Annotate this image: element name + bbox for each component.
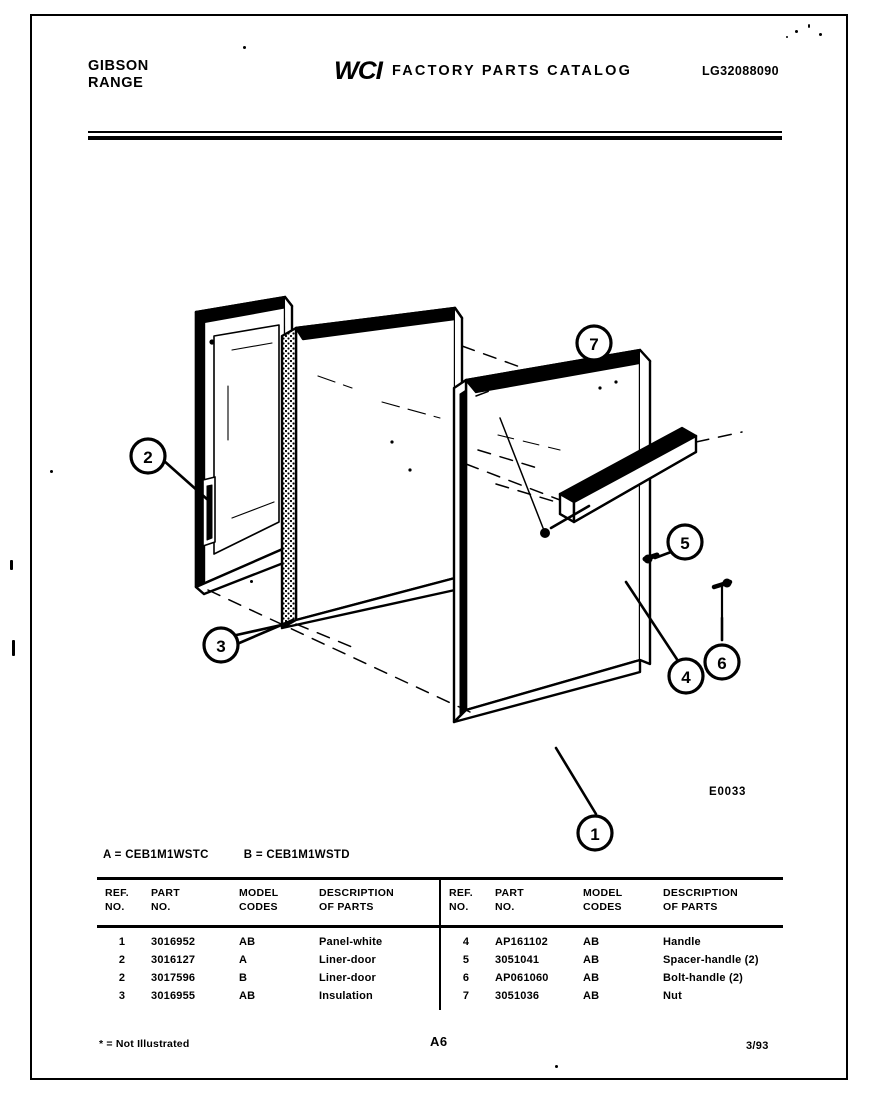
cell-model-codes: AB: [583, 990, 600, 1002]
catalog-number: LG32088090: [702, 64, 779, 78]
callout-6: [705, 645, 739, 679]
cell-part-no: 3017596: [151, 972, 196, 984]
model-code-key: [103, 849, 350, 861]
cell-description: Insulation: [319, 990, 373, 1002]
figure-code: E0033: [709, 786, 747, 798]
cell-description: Panel-white: [319, 936, 383, 948]
cell-model-codes: A: [239, 954, 248, 966]
model-a-label: A =: [103, 849, 122, 861]
cell-description: Liner-door: [319, 972, 376, 984]
cell-description: Handle: [663, 936, 701, 948]
column-header-ref-no: REF. NO.: [449, 887, 473, 913]
cell-part-no: 3051041: [495, 954, 540, 966]
page-header: [0, 0, 880, 130]
exploded-parts-diagram: [0, 150, 880, 844]
callout-7: [577, 326, 611, 360]
cell-model-codes: B: [239, 972, 248, 984]
column-header-model-codes: MODEL CODES: [239, 887, 279, 913]
page-number: A6: [430, 1034, 448, 1049]
model-b-label: B =: [243, 849, 263, 861]
cell-ref-no: 1: [118, 936, 126, 948]
cell-ref-no: 5: [462, 954, 470, 966]
wci-logo: WCI: [334, 57, 382, 85]
parts-table-right: [441, 877, 783, 1010]
brand-line-2: RANGE: [88, 75, 144, 91]
callout-1: [578, 816, 612, 850]
cell-part-no: AP061060: [495, 972, 549, 984]
cell-model-codes: AB: [583, 936, 600, 948]
column-header-ref-no: REF. NO.: [105, 887, 129, 913]
cell-part-no: AP161102: [495, 936, 548, 948]
revision-date: 3/93: [746, 1040, 769, 1052]
svg-text:5: 5: [680, 534, 690, 553]
cell-ref-no: 2: [118, 954, 126, 966]
parts-table: [97, 877, 783, 1017]
parts-table-left: [97, 877, 439, 1010]
svg-text:2: 2: [143, 448, 153, 467]
cell-model-codes: AB: [583, 954, 600, 966]
cell-part-no: 3016952: [151, 936, 196, 948]
cell-model-codes: AB: [239, 990, 256, 1002]
cell-ref-no: 4: [462, 936, 470, 948]
column-header-description: DESCRIPTION OF PARTS: [319, 887, 395, 913]
column-header-part-no: PART NO.: [495, 887, 525, 913]
callout-2: [131, 439, 165, 473]
column-header-model-codes: MODEL CODES: [583, 887, 623, 913]
cell-description: Liner-door: [319, 954, 376, 966]
cell-model-codes: AB: [583, 972, 600, 984]
footnote-not-illustrated: * = Not Illustrated: [99, 1038, 190, 1050]
catalog-title: FACTORY PARTS CATALOG: [392, 63, 633, 79]
svg-text:7: 7: [589, 335, 599, 354]
brand-line-1: GIBSON: [88, 58, 149, 74]
cell-description: Spacer-handle (2): [663, 954, 759, 966]
cell-description: Nut: [663, 990, 682, 1002]
svg-text:4: 4: [681, 668, 691, 687]
cell-part-no: 3016955: [151, 990, 196, 1002]
callout-5: [668, 525, 702, 559]
header-rule-lower: [88, 136, 782, 140]
callout-3: [204, 628, 238, 662]
callout-4: [669, 659, 703, 693]
cell-part-no: 3016127: [151, 954, 196, 966]
cell-ref-no: 7: [462, 990, 470, 1002]
column-header-part-no: PART NO.: [151, 887, 181, 913]
scan-artifact: [555, 1065, 558, 1068]
cell-ref-no: 3: [118, 990, 126, 1002]
brand-name: [88, 58, 149, 92]
column-header-description: DESCRIPTION OF PARTS: [663, 887, 739, 913]
cell-description: Bolt-handle (2): [663, 972, 743, 984]
svg-text:3: 3: [216, 637, 226, 656]
svg-text:6: 6: [717, 654, 727, 673]
cell-ref-no: 6: [462, 972, 470, 984]
model-a-value: CEB1M1WSTC: [125, 849, 209, 861]
cell-model-codes: AB: [239, 936, 256, 948]
header-rule-upper: [88, 131, 782, 133]
model-b-value: CEB1M1WSTD: [266, 849, 350, 861]
svg-text:1: 1: [590, 825, 600, 844]
cell-ref-no: 2: [118, 972, 126, 984]
cell-part-no: 3051036: [495, 990, 540, 1002]
